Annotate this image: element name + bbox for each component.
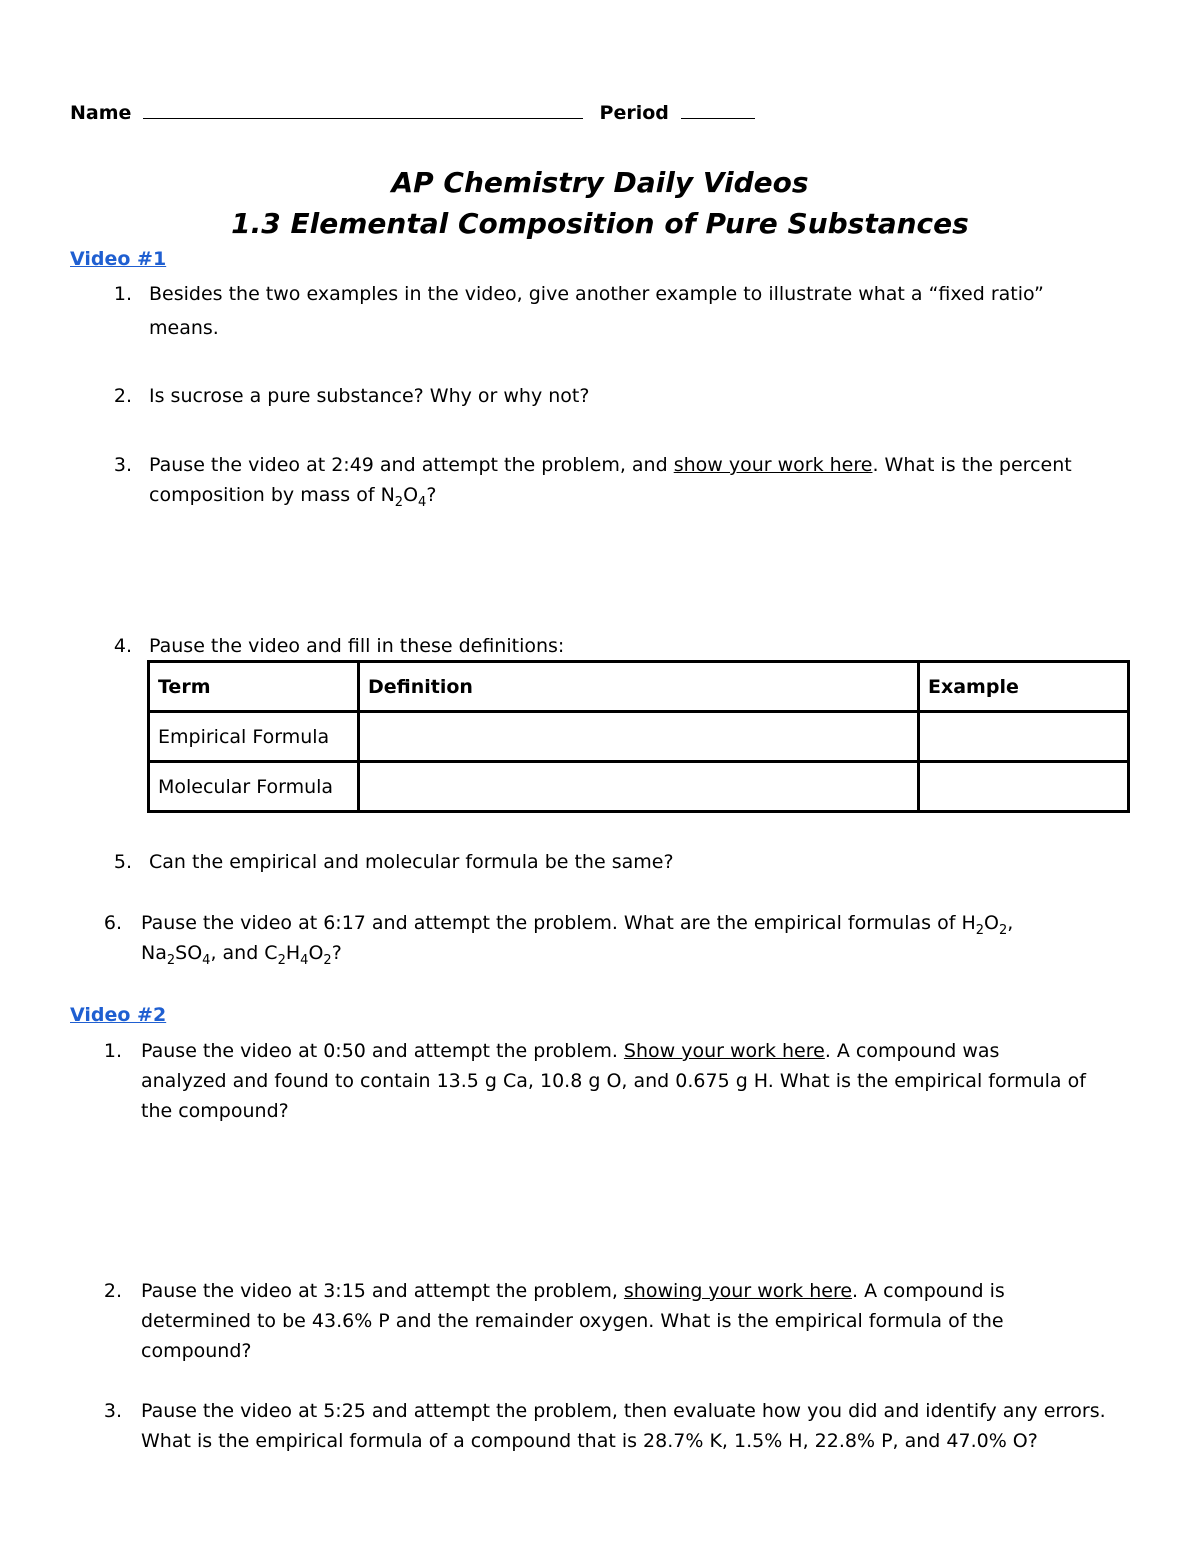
q-text: compound? <box>141 1340 252 1362</box>
table-header-row <box>149 662 1129 712</box>
q-text: analyzed and found to contain 13.5 g Ca, 10.8 g O, and 0.675 g H. What is the empirical formula of <box>141 1070 1086 1092</box>
q-number: 6. <box>103 912 122 934</box>
q-text: means. <box>149 317 219 339</box>
q-text: Can the empirical and molecular formula be the same? <box>149 851 674 873</box>
q-text: Pause the video at 0:50 and attempt the problem. Show your work here. A compound was <box>141 1040 1000 1062</box>
show-work-link: showing your work here <box>623 1280 853 1302</box>
name-blank[interactable] <box>143 100 583 119</box>
q-number: 2. <box>103 1280 122 1302</box>
q-text: determined to be 43.6% P and the remainder oxygen. What is the empirical formula of the <box>141 1310 1004 1332</box>
q-text: $Na_2SO_4$, and $C_2H_4O_2$? <box>141 942 342 968</box>
table-row <box>149 762 1129 812</box>
q-text: Is sucrose a pure substance? Why or why not? <box>149 385 590 407</box>
q-number: 1. <box>103 1040 122 1062</box>
q-text: the compound? <box>141 1100 289 1122</box>
video-1-link[interactable]: Video #1 <box>70 248 167 270</box>
name-label: Name <box>70 102 132 124</box>
term-cell: Empirical Formula <box>149 712 359 762</box>
example-cell[interactable] <box>919 712 1129 762</box>
q-text: Pause the video at 2:49 and attempt the problem, and show your work here. What is the percent <box>149 454 1072 476</box>
q-number: 1. <box>113 283 132 305</box>
col-example: Example <box>919 662 1129 712</box>
period-label: Period <box>599 102 669 124</box>
video-2-link[interactable]: Video #2 <box>70 1004 167 1026</box>
term-cell: Molecular Formula <box>149 762 359 812</box>
q-text: Besides the two examples in the video, give another example to illustrate what a “fixed ratio” <box>149 283 1044 305</box>
q-number: 5. <box>113 851 132 873</box>
definition-cell[interactable] <box>359 712 919 762</box>
definition-cell[interactable] <box>359 762 919 812</box>
page-title: AP Chemistry Daily Videos <box>391 166 809 199</box>
q-text: Pause the video at 5:25 and attempt the problem, then evaluate how you did and identify any errors. <box>141 1400 1106 1422</box>
name-field <box>70 100 755 124</box>
example-cell[interactable] <box>919 762 1129 812</box>
page-subtitle: 1.3 Elemental Composition of Pure Substances <box>231 207 969 240</box>
q-number: 4. <box>113 635 132 657</box>
period-blank[interactable] <box>681 100 755 119</box>
show-work-link: Show your work here <box>623 1040 825 1062</box>
table-row <box>149 712 1129 762</box>
col-definition: Definition <box>359 662 919 712</box>
q-text: What is the empirical formula of a compound that is 28.7% K, 1.5% H, 22.8% P, and 47.0% O? <box>141 1430 1038 1452</box>
q-number: 3. <box>103 1400 122 1422</box>
show-work-link: show your work here <box>673 454 873 476</box>
definitions-table <box>147 660 1130 813</box>
q-text: Pause the video at 3:15 and attempt the problem, showing your work here. A compound is <box>141 1280 1005 1302</box>
q-text: Pause the video and fill in these definitions: <box>149 635 565 657</box>
col-term: Term <box>149 662 359 712</box>
q-number: 2. <box>113 385 132 407</box>
q-number: 3. <box>113 454 132 476</box>
q-text: composition by mass of $N_2O_4$? <box>149 484 437 510</box>
q-text: Pause the video at 6:17 and attempt the problem. What are the empirical formulas of $H_2O_2$, <box>141 912 1014 938</box>
